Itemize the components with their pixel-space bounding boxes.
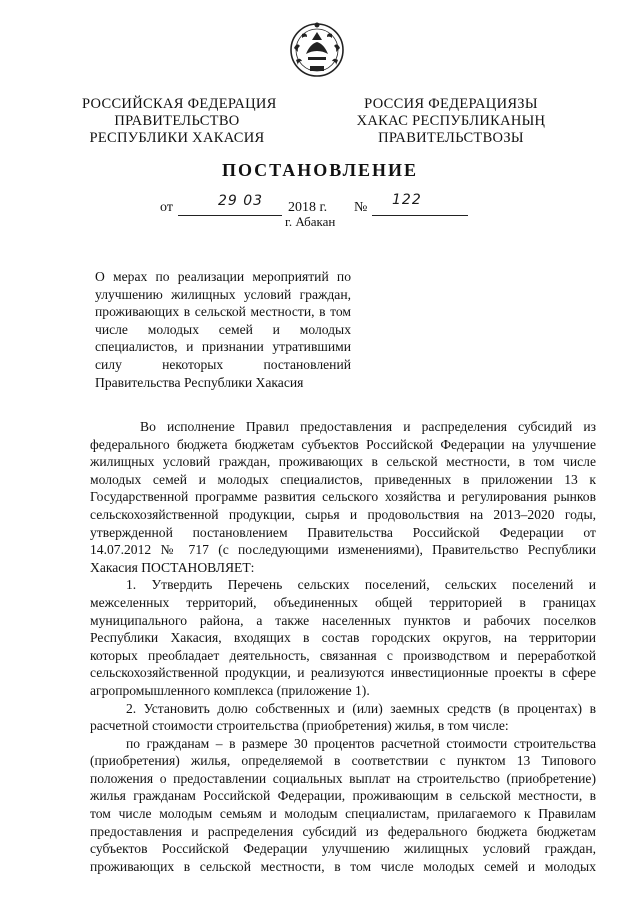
body-line: 1. Утвердить Перечень сельских поселений, сельских поселений и <box>126 577 596 593</box>
date-year: 2018 г. <box>288 200 328 215</box>
subject-line: Правительства Республики Хакасия <box>95 374 304 390</box>
number-underline <box>372 215 468 216</box>
date-underline <box>178 215 282 216</box>
body-line: 14.07.2012 № 717 (с последующими изменениями), Правительство Республики <box>90 542 596 558</box>
subject-line: улучшению жилищных условий граждан, <box>95 286 351 302</box>
document-body <box>90 418 596 875</box>
document-subject <box>95 268 351 391</box>
body-line: сельскохозяйственной продукции, и реализуются инвестиционные проекты в сфере <box>90 665 596 681</box>
handwritten-number: 122 <box>392 192 422 208</box>
body-line: 2. Установить долю собственных и (или) заемных средств (в процентах) в <box>126 700 596 716</box>
header-right-line: РОССИЯ ФЕДЕРАЦИЯЗЫ <box>364 96 538 112</box>
body-line: проживающих в сельской местности, в том числе молодых семей и молодых <box>90 858 596 874</box>
body-line: по гражданам – в размере 30 процентов расчетной стоимости строительства <box>126 735 596 751</box>
date-prefix: от <box>160 200 173 215</box>
body-line: Государственной программе развития сельского хозяйства и регулирования рынков <box>90 489 596 505</box>
header-left-block <box>82 96 277 147</box>
document-title: ПОСТАНОВЛЕНИЕ <box>221 160 419 180</box>
header-left-line: ПРАВИТЕЛЬСТВО <box>114 113 240 129</box>
body-line: жилищных условий граждан, проживающих в сельской местности, в том числе <box>90 454 596 470</box>
body-line: том числе молодым семьям и молодым специалистам, прилагаемого к Правилам <box>90 806 596 822</box>
header-right-block <box>356 96 546 147</box>
header-left-line: РЕСПУБЛИКИ ХАКАСИЯ <box>89 130 265 146</box>
body-line: Республики Хакасия, входящих в состав городских округов, на территории <box>90 630 596 646</box>
subject-line: числе молодых семей и молодых <box>95 321 351 337</box>
body-line: субъектов Российской Федерации улучшению жилищных условий граждан, <box>90 841 596 857</box>
body-line: положения о предоставлении социальных выплат на строительство (приобретение) <box>90 770 596 786</box>
body-line: расчетной стоимости строительства (приобретения) жилья, в том числе: <box>90 718 509 734</box>
body-line: Во исполнение Правил предоставления и распределения субсидий из <box>140 419 596 434</box>
subject-line: О мерах по реализации мероприятий по <box>95 269 351 284</box>
body-line: сельскохозяйственной продукции, сырья и продовольствия на 2013–2020 годы, <box>90 506 596 522</box>
body-line: агропромышленного комплекса (приложение 1). <box>90 682 370 698</box>
body-line: которых преобладает деятельность, связанная с производством и переработкой <box>90 647 596 663</box>
body-line: предоставления и распределения субсидий из федерального бюджета бюджетам <box>90 823 596 839</box>
header-right-line: ХАКАС РЕСПУБЛИКАНЫҢ <box>356 113 546 129</box>
subject-line: специалистов, и признании утратившими <box>95 339 351 355</box>
city-label: г. Абакан <box>285 214 336 229</box>
number-sign: № <box>354 200 368 215</box>
header-left-line: РОССИЙСКАЯ ФЕДЕРАЦИЯ <box>82 96 277 112</box>
body-line: межселенных территорий, объединенных общей территорией в границах <box>90 594 596 610</box>
body-line: муниципального района, а также населенных пунктов и рабочих поселков <box>90 612 596 628</box>
body-line: утвержденной постановлением Правительства Российской Федерации от <box>90 524 596 540</box>
body-line: жилья гражданам Российской Федерации, проживающим в сельской местности, в <box>90 788 596 804</box>
body-line: (приобретения) жилья, определяемой в соответствии с пунктом 13 Типового <box>90 753 596 769</box>
subject-line: силу некоторых постановлений <box>95 356 351 372</box>
body-line: Хакасия ПОСТАНОВЛЯЕТ: <box>90 559 255 575</box>
handwritten-date: 29 03 <box>218 193 264 209</box>
subject-line: проживающих в сельской местности, в том <box>95 304 351 320</box>
body-line: федерального бюджета бюджетам субъектов Российской Федерации на улучшение <box>90 436 596 452</box>
coat-of-arms-emblem <box>288 20 346 78</box>
header-right-line: ПРАВИТЕЛЬСТВОЗЫ <box>378 130 524 146</box>
body-line: молодых семей и молодых специалистов, приведенных в приложении 13 к <box>90 471 596 487</box>
